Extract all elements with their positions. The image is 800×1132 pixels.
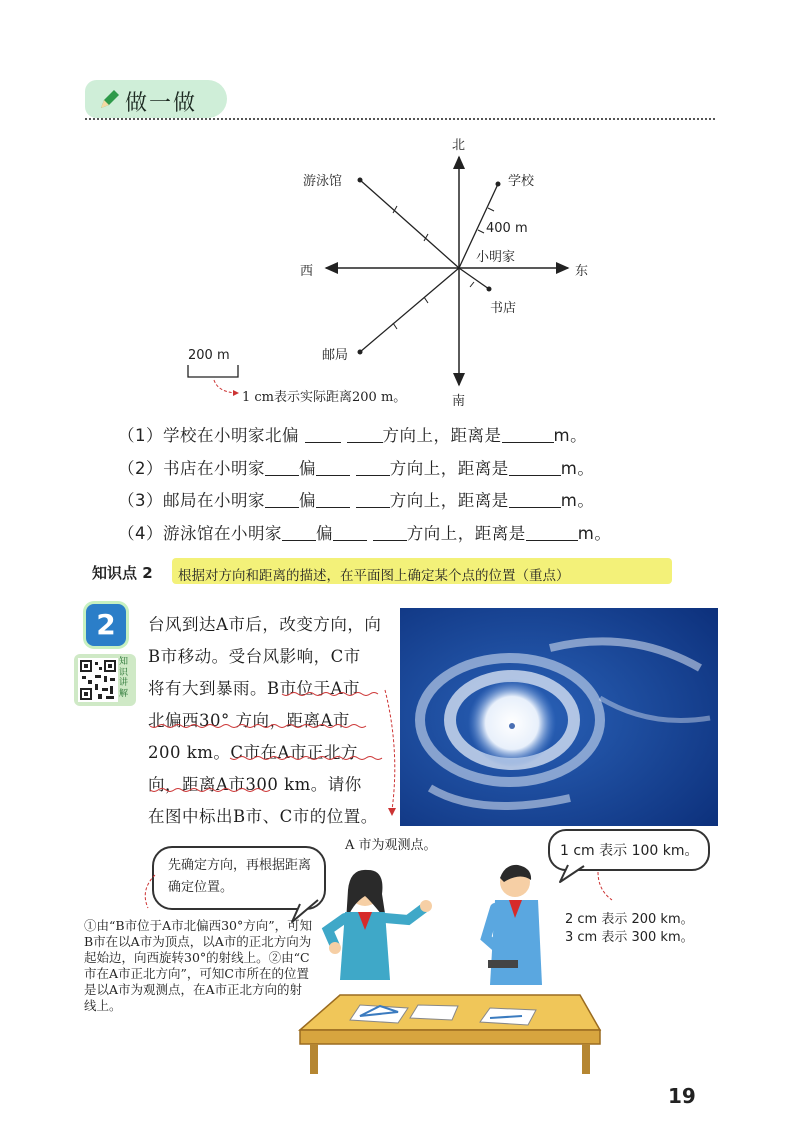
scale-note: 1 cm表示实际距离200 m。 xyxy=(242,390,407,405)
example-text-line: B市移动。受台风影响，C市 xyxy=(148,647,361,666)
label-distance: 400 m xyxy=(486,221,528,236)
label-west: 西 xyxy=(300,264,314,279)
example-text-line: 将有大到暴雨。B市位于A市 xyxy=(148,679,361,698)
section-title: 做一做 xyxy=(125,91,198,116)
example-number-badge: 2 xyxy=(86,604,126,646)
label-north: 北 xyxy=(452,138,466,153)
question-4: （4）游泳馆在小明家 偏 方向上，距离是 m。 xyxy=(118,524,612,543)
label-bookstore: 书店 xyxy=(490,301,517,316)
example-text-line: 北偏西30° 方向，距离A市 xyxy=(148,711,350,730)
scale-note-200: 2 cm 表示 200 km。 xyxy=(565,912,694,927)
example-text-line: 200 km。C市在A市正北方 xyxy=(148,743,358,762)
speech-bubble-left-text: 先确定方向，再根据距离确定位置。 xyxy=(168,858,312,895)
speech-bubble-right-text: 1 cm 表示 100 km。 xyxy=(560,843,699,859)
question-1: （1）学校在小明家北偏 方向上，距离是 m。 xyxy=(118,426,588,445)
label-scale: 200 m xyxy=(188,348,230,363)
question-3: （3）邮局在小明家 偏 方向上，距离是 m。 xyxy=(118,491,595,510)
students-illustration xyxy=(290,860,610,1080)
knowledge-point-label: 知识点 2 xyxy=(92,564,153,582)
scale-note-300: 3 cm 表示 300 km。 xyxy=(565,930,694,945)
label-center-home: 小明家 xyxy=(476,250,516,265)
example-text-line: 台风到达A市后，改变方向，向 xyxy=(148,615,382,634)
example-text-line: 在图中标出B市、C市的位置。 xyxy=(148,807,378,826)
label-school: 学校 xyxy=(508,174,535,189)
solution-explanation: ①由“B市位于A市北偏西30°方向”，可知B市在以A市为顶点，以A市的正北方向为起始边，向西旋转30°的射线上。②由“C市在A市正北方向”，可知C市所在的位置是以A市为观测点，在A市正北方向的射线上。 xyxy=(84,918,313,1013)
label-swimming-pool: 游泳馆 xyxy=(303,174,343,189)
label-post-office: 邮局 xyxy=(322,348,349,363)
knowledge-point-text: 根据对方向和距离的描述，在平面图上确定某个点的位置（重点） xyxy=(178,568,570,584)
label-east: 东 xyxy=(575,264,589,279)
observation-note: A 市为观测点。 xyxy=(345,838,437,853)
qr-label: 知识讲解 xyxy=(119,657,129,699)
question-2: （2）书店在小明家 偏 方向上，距离是 m。 xyxy=(118,459,595,478)
label-south: 南 xyxy=(452,394,466,409)
example-text-line: 向，距离A市300 km。请你 xyxy=(148,775,362,794)
page-number: 19 xyxy=(668,1084,696,1108)
